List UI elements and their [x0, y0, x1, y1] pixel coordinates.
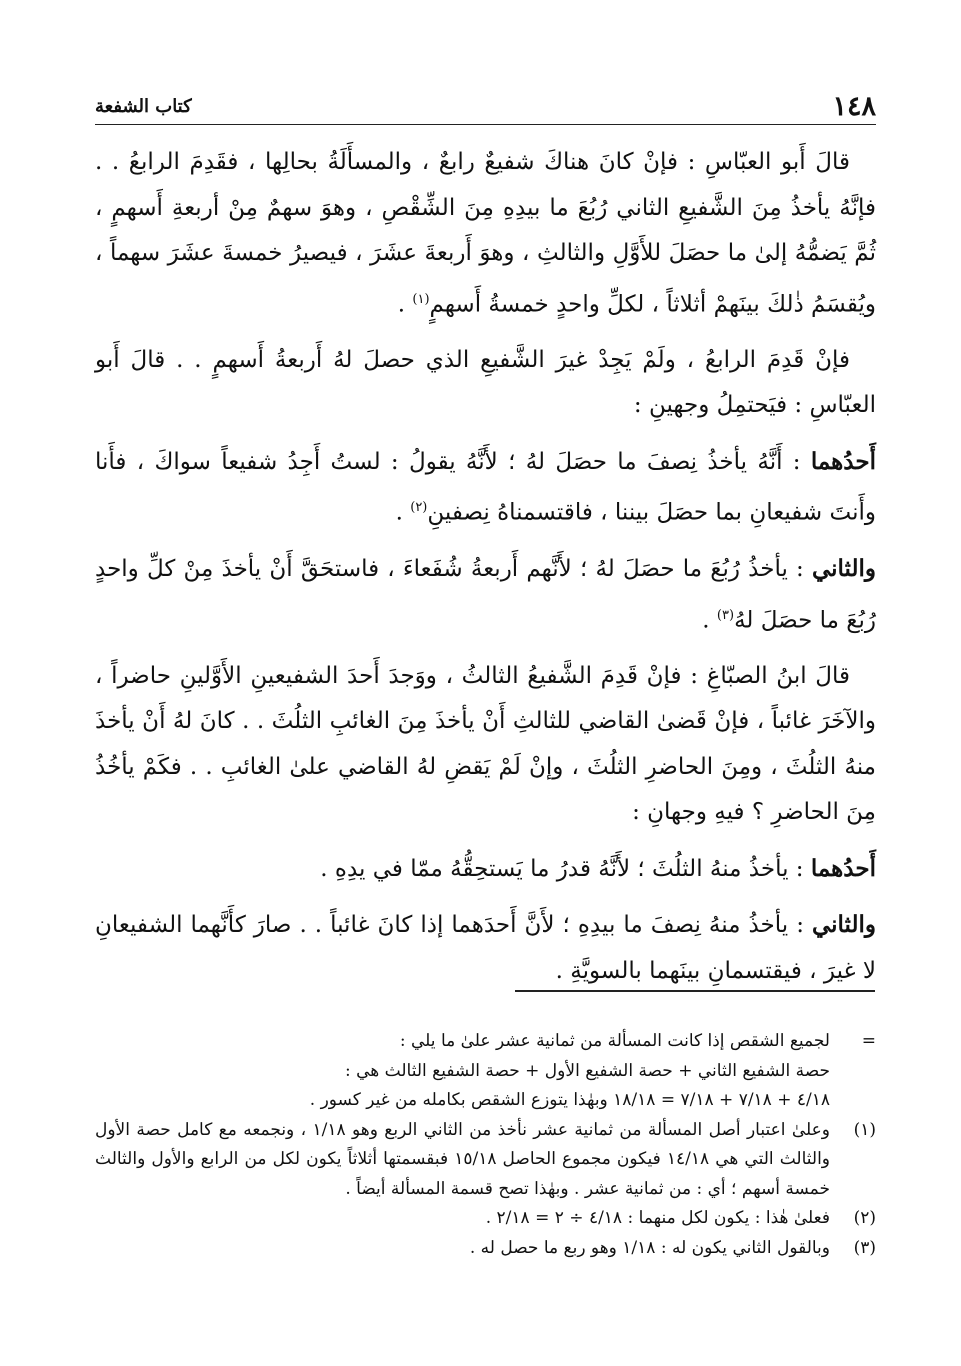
- footnote-text: وعلىٰ اعتبار أصل المسألة من ثمانية عشر نأخذ من الثاني الربع وهو ١/١٨ ، ونجمعه مع كامل حصة الأول والثالث التي هي ١٤/١٨ فيكون مجموع الحاصل ١٥/١٨ فبقسمتها أثلاثاً يكون لكل من الرابع والأول والثالث خمسة أسهم ؛ أي : من ثمانية عشر . وبهٰذا تصح قسمة المسألة أيضاً .: [95, 1119, 830, 1199]
- paragraph-lead: أَحدُهما: [810, 854, 876, 882]
- paragraph-end: .: [395, 499, 411, 526]
- paragraph: [95, 654, 876, 836]
- paragraph-text: : يأخذُ رُبُعَ ما حصَلَ لهُ ؛ لأَنَّهم أَربعةُ شُفَعاءَ ، فاستحَقَّ أَنْ يأخذَ مِنْ كلِّ واحدٍ رُبُعَ ما حصَلَ لهُ: [95, 556, 876, 634]
- footnote: [95, 1204, 876, 1234]
- footnote-number: (١): [853, 1119, 876, 1140]
- footnote-reference: (١): [412, 291, 430, 307]
- footnote-text: فعلىٰ هٰذا : يكون لكل منهما : ٤/١٨ ÷ ٢ = ٢/١٨ .: [485, 1208, 830, 1228]
- paragraph-lead: أَحدُهما: [810, 447, 876, 475]
- footnote-number: [830, 1086, 876, 1116]
- footnote-text: ٤/١٨ + ٧/١٨ + ٧/١٨ = ١٨/١٨ وبهٰذا يتوزع الشقص بكامله من غير كسور .: [309, 1090, 830, 1110]
- footnote-text: حصة الشفيع الثاني + حصة الشفيع الأول + حصة الشفيع الثالث هي :: [344, 1060, 830, 1081]
- footnote: [95, 1027, 876, 1057]
- paragraph-text: فإنْ قَدِمَ الرابعُ ، ولَمْ يَجِدْ غيرَ الشَّفيعِ الذي حصلَ لهُ أَربعةُ أَسهمٍ . . قالَ أَبو العبّاسِ : فيَحتمِلُ وجهينِ :: [95, 346, 876, 419]
- footnote: [95, 1086, 876, 1116]
- page-number: ١٤٨: [832, 90, 876, 122]
- paragraph: [95, 846, 876, 893]
- footnote-text: وبالقول الثاني يكون له : ١/١٨ وهو ربع ما حصل له .: [469, 1237, 830, 1258]
- footnote-number: [830, 1057, 876, 1087]
- footnote: [95, 1116, 876, 1205]
- paragraph: [95, 338, 876, 429]
- paragraph: [95, 546, 876, 644]
- paragraph-end: .: [397, 291, 413, 318]
- footnote: [95, 1057, 876, 1087]
- footnote-number: (٢): [853, 1208, 876, 1228]
- paragraph-text: : أَنَّهُ يأخذُ نِصفَ ما حصَلَ لهُ ؛ لأَنَّهُ يقولُ : لستُ أَجِدُ شفيعاً سواكَ ، فأَنا وأَنتَ شفيعانِ بما حصَلَ بيننا ، فاقتسمناهُ نِصفينِ: [95, 448, 876, 526]
- footnote-number: (٣): [853, 1237, 876, 1258]
- paragraph-lead: والثاني: [811, 911, 876, 939]
- paragraph-text: : يأخذُ منهُ نِصفَ ما بيدِهِ ؛ لأَنَّ أَحدَهما إذا كانَ غائباً . . صارَ كأَنَّهما الشفيعانِ لا غيرَ ، فيقتسمانِ بينَهما بالسويَّةِ .: [95, 912, 876, 984]
- paragraph: [95, 439, 876, 537]
- footnote-number: =: [861, 1031, 876, 1051]
- paragraph: [95, 140, 876, 328]
- page-header: [95, 88, 876, 125]
- main-text: [95, 140, 876, 1004]
- paragraph-lead: والثاني: [811, 555, 876, 583]
- footnote: [95, 1234, 876, 1264]
- paragraph-text: : يأخذُ منهُ الثلُثَ ؛ لأَنَّهُ قدرُ ما يَستحِقُّهُ ممّا في يدِهِ .: [320, 855, 811, 882]
- footnote-reference: (٣): [716, 607, 735, 623]
- paragraph-end: .: [702, 607, 717, 634]
- footnote-divider: [515, 990, 875, 992]
- footnote-reference: (٢): [410, 500, 428, 516]
- paragraph-text: قالَ أَبو العبّاسِ : فإنْ كانَ هناكَ شفيعٌ رابعٌ ، والمسأَلَةُ بحالِها ، فقَدِمَ الرابعُ . . فإنَّهُ يأخذُ مِنَ الشَّفيعِ الثاني رُبُعَ ما بيدِهِ مِنَ الشِّقْصِ ، وهوَ سهمٌ مِنْ أربعةِ أَسهمٍ ، ثُمَّ يَضمُّهُ إلىٰ ما حصَلَ للأَوَّلِ والثالثِ ، وهوَ أَربعةَ عشَرَ ، فيصيرُ خمسةَ عشَرَ سهماً ، ويُقسَمُ ذٰلكَ بينَهمْ أثلاثاً ، لكلِّ واحدٍ خمسةُ أَسهمٍ: [95, 149, 876, 318]
- paragraph-text: قالَ ابنُ الصبّاغِ : فإنْ قَدِمَ الشَّفيعُ الثالثُ ، ووَجدَ أَحدَ الشفيعينِ الأَوَّلينِ حاضراً ، والآخَرَ غائباً ، فإنْ قَضىٰ القاضي للثالثِ أَنْ يأخذَ مِنَ الغائبِ الثلُثَ . . كانَ لهُ أَنْ يأخذَ منهُ الثلُثَ ، ومِنَ الحاضرِ الثلُثَ ، وإنْ لَمْ يَقضِ لهُ القاضي علىٰ الغائبِ . . فكَمْ يأخُذُ مِنَ الحاضرِ ؟ فيهِ وجهانِ :: [95, 662, 876, 826]
- book-title: كتاب الشفعة: [95, 95, 192, 117]
- footnotes: [95, 1027, 876, 1263]
- footnote-text: لجميع الشقص إذا كانت المسألة من ثمانية عشر علىٰ ما يلي :: [399, 1031, 830, 1051]
- paragraph: [95, 902, 876, 994]
